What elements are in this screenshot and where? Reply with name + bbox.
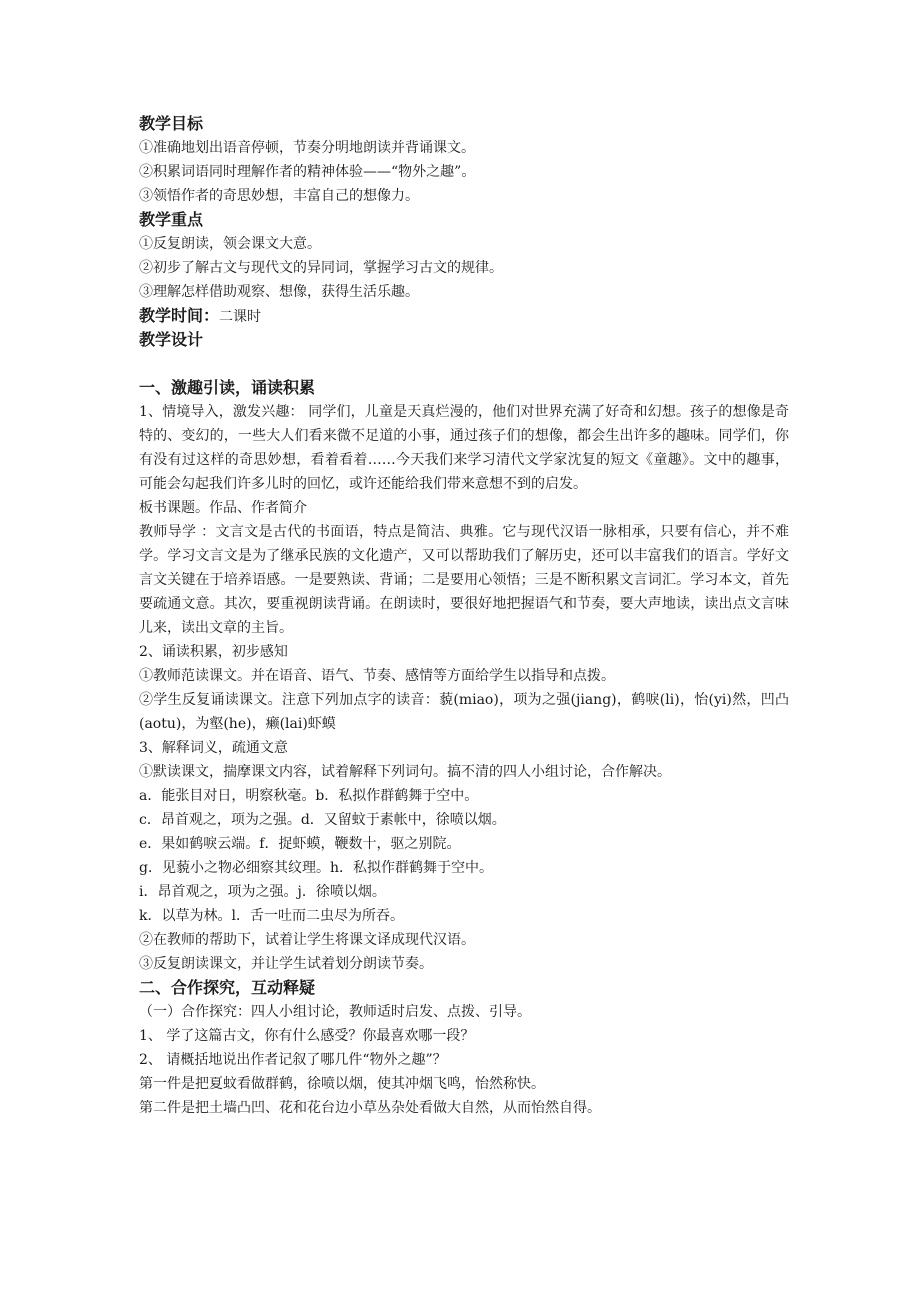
phrase-line-4: g．见藐小之物必细察其纹理。h．私拟作群鹤舞于空中。 (139, 860, 493, 876)
key-point-item-1: ①反复朗读，领会课文大意。 (139, 236, 321, 252)
phrase-line-1: a．能张目对日，明察秋毫。b．私拟作群鹤舞于空中。 (139, 788, 479, 804)
document-body (139, 112, 789, 1120)
question-2: 2、 请概括地说出作者记叙了哪几件“物外之趣”？ (139, 1052, 447, 1068)
explain-item-1: ①默读课文，揣摩课文内容，试着解释下列词句。搞不清的四人小组讨论，合作解决。 (139, 764, 671, 780)
recite-title: 2、诵读积累，初步感知 (139, 644, 288, 660)
key-point-item-3: ③理解怎样借助观察、想像，获得生活乐趣。 (139, 284, 419, 300)
teaching-time-label: 教学时间： (139, 306, 220, 325)
recite-item-2: ②学生反复诵读课文。注意下列加点字的读音：藐(miao)，项为之强(jiang)，鹤唳(li)，怡(yi)然，凹凸(aotu)，为壑(he)，癞(lai)虾蟆 (139, 692, 789, 732)
objective-item-1: ①准确地划出语音停顿，节奏分明地朗读并背诵课文。 (139, 140, 475, 156)
design-heading: 教学设计 (139, 330, 204, 349)
objectives-heading: 教学目标 (139, 114, 204, 133)
section1-board: 板书课题。作品、作者简介 (139, 500, 307, 516)
section2-intro: （一）合作探究：四人小组讨论，教师适时启发、点拨、引导。 (139, 1004, 531, 1020)
phrase-line-5: i．昂首观之，项为之强。j．徐喷以烟。 (139, 884, 386, 900)
objective-item-3: ③领悟作者的奇思妙想，丰富自己的想像力。 (139, 188, 419, 204)
section1-intro: 1、情境导入，激发兴趣： 同学们，儿童是天真烂漫的，他们对世界充满了好奇和幻想。孩子的想像是奇特的、变幻的，一些大人们看来微不足道的小事，通过孩子们的想像，都会生出许多的趣味。同学们，你有没有过这样的奇思妙想，看着看着……今天我们来学习清代文学家沈复的短文《童趣》。文中的趣事，可能会勾起我们许多儿时的回忆，或许还能给我们带来意想不到的启发。 (139, 404, 789, 492)
phrase-line-6: k．以草为林。l．舌一吐而二虫尽为所吞。 (139, 908, 404, 924)
explain-item-2: ②在教师的帮助下，试着让学生将课文译成现代汉语。 (139, 932, 475, 948)
explain-title: 3、解释词义，疏通文意 (139, 740, 288, 756)
answer-1: 第一件是把夏蚊看做群鹤，徐喷以烟，使其冲烟飞鸣，怡然称快。 (139, 1076, 545, 1092)
key-point-item-2: ②初步了解古文与现代文的异同词，掌握学习古文的规律。 (139, 260, 503, 276)
answer-2: 第二件是把土墙凸凹、花和花台边小草丛杂处看做大自然，从而怡然自得。 (139, 1100, 601, 1116)
teaching-time (139, 304, 789, 328)
key-points-heading: 教学重点 (139, 210, 204, 229)
section1-guide: 教师导学 ：文言文是古代的书面语，特点是简洁、典雅。它与现代汉语一脉相承，只要有信心，并不难学。学习文言文是为了继承民族的文化遗产，又可以帮助我们了解历史，还可以丰富我们的语言。学好文言文关键在于培养语感。一是要熟读、背诵；二是要用心领悟；三是不断积累文言词汇。学习本文，首先要疏通文意。其次，要重视朗读背诵。在朗读时，要很好地把握语气和节奏，要大声地读，读出点文言味儿来，读出文章的主旨。 (139, 524, 789, 636)
explain-item-3: ③反复朗读课文，并让学生试着划分朗读节奏。 (139, 956, 433, 972)
recite-item-1: ①教师范读课文。并在语音、语气、节奏、感情等方面给学生以指导和点拨。 (139, 668, 615, 684)
objective-item-2: ②积累词语同时理解作者的精神体验——“物外之趣”。 (139, 164, 476, 180)
section2-heading: 二、合作探究，互动释疑 (139, 978, 316, 997)
spacer (139, 352, 789, 376)
question-1: 1、 学了这篇古文，你有什么感受？你最喜欢哪一段？ (139, 1028, 475, 1044)
phrase-line-3: e．果如鹤唳云端。f．捉虾蟆，鞭数十，驱之别院。 (139, 836, 461, 852)
teaching-time-value: 二课时 (219, 309, 262, 325)
phrase-line-2: c．昂首观之，项为之强。d．又留蚊于素帐中，徐喷以烟。 (139, 812, 506, 828)
section1-heading: 一、激趣引读，诵读积累 (139, 378, 316, 397)
